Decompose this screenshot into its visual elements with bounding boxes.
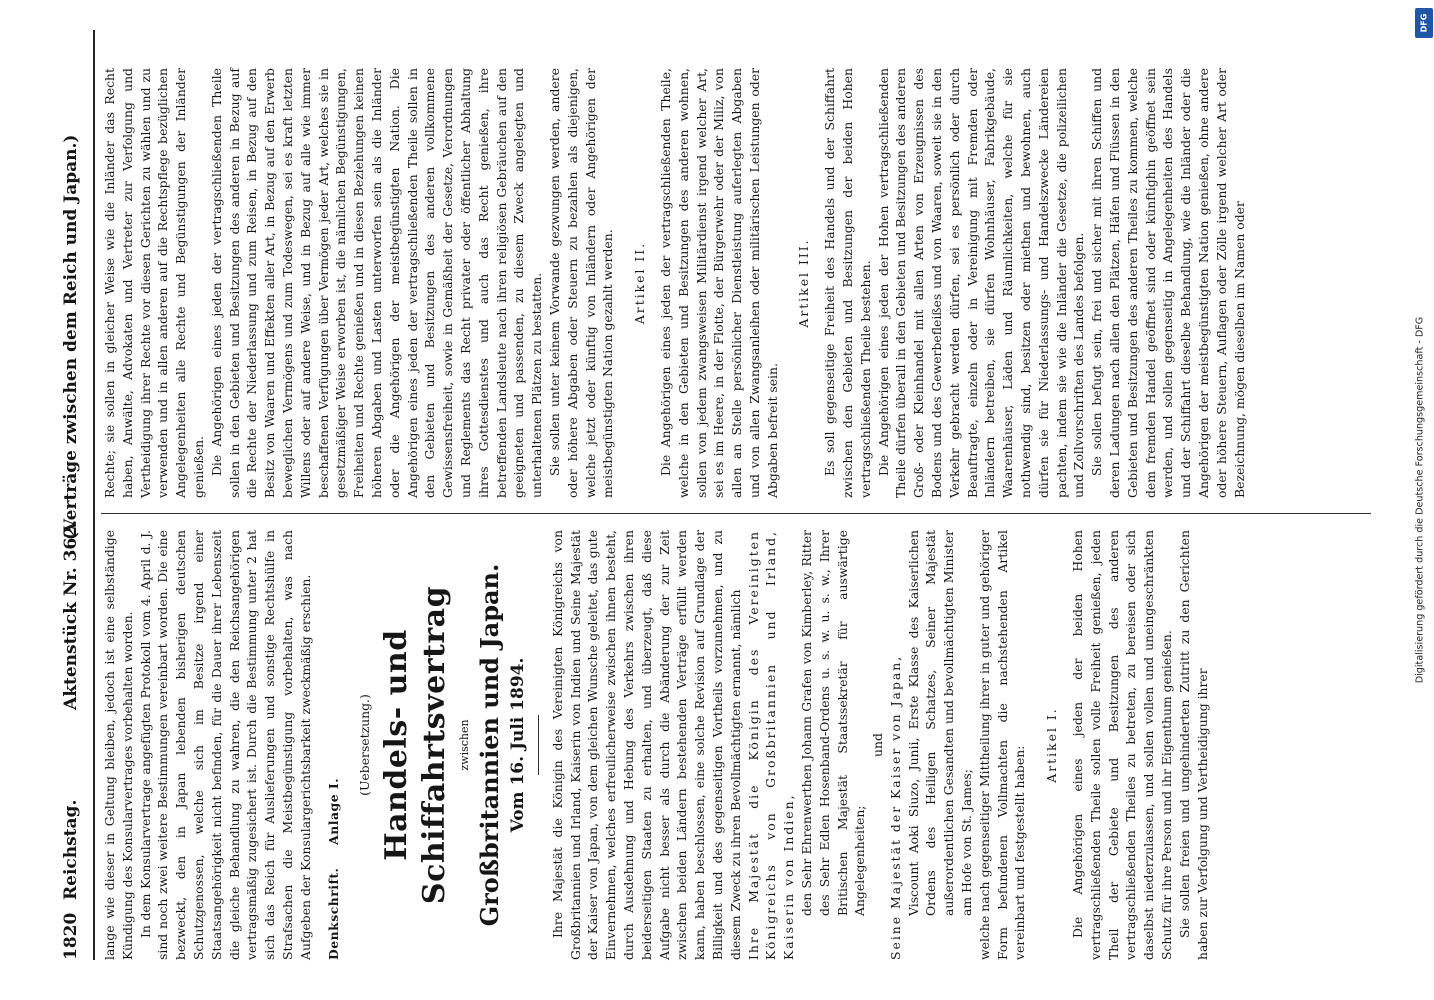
document-page: [57, 30, 1377, 960]
memo-label-row: [325, 530, 343, 960]
article-2-text: Die Angehörigen eines jeden der vertragschließenden Theile, welche in den Gebieten und Besitzungen des anderen wohnen, sollen von jedem zwangsweisen Militärdienst irgend welcher Art, sei es im Heere, in der Flotte, der Bürgerwehr oder der Miliz, von allen an Stelle persönlicher Dienstleistung auferlegten Abgaben und von allen Zwangsanleihen oder militärischen Leistungen oder Abgaben befreit sein.: [657, 68, 780, 498]
treaty-title: Handels- und Schiffahrtsvertrag: [379, 585, 453, 905]
article-3-heading: Artikel III.: [796, 238, 812, 328]
treaty-date: Vom 16. Juli 1894.: [507, 657, 528, 833]
memo-label: Denkschrift.: [325, 867, 341, 960]
treaty-parties: Großbritannien und Japan.: [474, 563, 504, 927]
header-rule: [93, 30, 95, 960]
header-subject: (Verträge zwischen dem Reich und Japan.): [61, 134, 81, 540]
article-3-text-3: Sie sollen befugt sein, frei und sicher mit ihren Schiffen und deren Ladungen nach allen den Plätzen, Häfen und Flüssen in den Gebieten und Besitzungen des anderen Theiles zu kommen, welche dem fremden Handel geöffnet sind oder künftighin geöffnet sein werden, und sollen gegenseitig in Angelegenheiten des Handels und der Schiffahrt dieselbe Behandlung, wie die Inländer oder die Angehörigen der meistbegünstigten Nation genießen, ohne andere oder höhere Steuern, Auflagen oder Zölle irgend welcher Art oder Bezeichnung, mögen dieselben im Namen oder: [1089, 68, 1247, 498]
column-divider: [101, 513, 1371, 514]
and-line: und: [870, 733, 886, 757]
dfg-logo-text: DFG: [1419, 13, 1429, 33]
preamble-paragraph: Ihre Majestät die Königin des Vereinigten Königreichs von Großbritannien und Irland, Kaiserin von Indien und Seine Majestät der Kaiser von Japan, von dem gleichen Wunsche geleitet, das gute Einvernehmen, welches erfreulicherweise zwischen ihnen besteht, durch Ausdehnung und Hebung des Verkehrs zwischen ihren beiderseitigen Staaten zu erhalten, und überzeugt, daß diese Aufgabe nicht besser als durch die Abänderung der zur Zeit zwischen beiden Ländern bestehenden Verträge erfüllt werden kann, haben beschlossen, eine solche Revision auf Grundlage der Billigkeit und des gegenseitigen Vortheils vorzunehmen, und zu diesem Zweck zu ihren Bevollmächtigten ernannt, nämlich: [549, 530, 743, 960]
article-1-text: Die Angehörigen eines jeden der beiden Hohen vertragschließenden Theile sollen volle Freiheit genießen, jeden Theil der Gebiete und Besitzungen des anderen vertragschließenden Theiles zu betreten, zu bereisen oder sich daselbst niederzulassen, und sollen vollen und uneingeschränkten Schutz für ihre Person und ihr Eigenthum genießen.: [1070, 530, 1175, 960]
digitization-note: Digitalisierung gefördert durch die Deutsche Forschungsgemeinschaft - DFG: [1414, 316, 1426, 684]
treaty-between: zwischen: [458, 719, 472, 771]
article-1-heading: Artikel I.: [1044, 707, 1060, 783]
article-1-text-continued: Sie sollen freien und ungehinderten Zutritt zu den Gerichten haben zur Verfolgung und Vertheidigung ihrer: [1176, 530, 1210, 960]
page-number: 1820: [61, 912, 81, 960]
protocol-paragraph: In dem Konsularvertrage angefügten Protokoll vom 4. April d. J. sind noch zwei weitere Bestimmungen vereinbart worden. Die eine bezweckt, den in Japan lebenden bisherigen deutschen Schutzgenossen, welche sich im Besitze irgend einer Staatsangehörigkeit nicht befinden, für die Dauer ihrer Lebenszeit die gleiche Behandlung zu wahren, die den Reichsangehörigen vertragsmäßig zugesichert ist. Durch die Bestimmung unter 2 hat sich das Reich für Auslieferungen und sonstige Rechtshülfe in Strafsachen die Meistbegünstigung vorbehalten, was nach Aufgeben der Konsulargerichtsbarkeit zweckmäßig erschien.: [137, 530, 313, 960]
title-rule: [538, 715, 539, 775]
running-header: [57, 30, 91, 960]
british-plenipotentiary: den Sehr Ehrenwerthen Johann Grafen von Kimberley, Ritter des Sehr Edlen Hosenband-Ordens u. s. w. u. s. w., Ihrer Britischen Majestät Staatssekretär für auswärtige Angelegenheiten;: [798, 530, 868, 916]
rights-paragraph: Rechte; sie sollen in gleicher Weise wie die Inländer das Recht haben, Anwälte, Advokaten und Vertreter zur Verfolgung und Vertheidigung ihrer Rechte vor diesen Gerichten zu wählen und zu verwenden und in allen anderen auf die Rechtspflege bezüglichen Angelegenheiten alle Rechte und Begünstigungen der Inländer genießen.: [102, 68, 206, 498]
article-3-text: Es soll gegenseitige Freiheit des Handels und der Schiffahrt zwischen den Gebieten und Besitzungen der beiden Hohen vertragschließenden Theile bestehen.: [822, 68, 873, 498]
preamble-closing: welche nach gegenseitiger Mittheilung ihrer in guter und gehöriger Form befundenen Vollmachten die nachstehenden Artikel vereinbart und festgestellt haben:: [976, 530, 1028, 960]
dfg-logo: [1415, 8, 1433, 38]
annex-label: Anlage I.: [325, 777, 341, 845]
article-3-text-2: Die Angehörigen eines jeden der Hohen vertragschließenden Theile dürfen überall in den Gebieten und Besitzungen des anderen Groß- oder Kleinhandel mit allen Arten von Erzeugnissen des Bodens und des Gewerbefleißes und von Waaren, soweit sie in den Verkehr gebracht werden dürfen, sei es persönlich oder durch Beauftragte, einzeln oder in Vereinigung mit Fremden oder Inländern betreiben, sie dürfen Wohnhäuser, Fabrikgebäude, Waarenhäuser, Läden und Räumlichkeiten, welche für sie nothwendig sind, besitzen oder miethen und bewohnen, auch dürfen sie für Niederlassungs- und Handelszwecke Ländereien pachten, indem sie wie die Inländer die Gesetze, die polizeilichen und Zollvorschriften des Landes befolgen.: [875, 68, 1087, 498]
document-number: Aktenstück Nr. 362.: [61, 519, 81, 710]
queen-line: Ihre Majestät die Königin des Vereinigten Königreichs von Großbritannien und Irland, Kaiserin von Indien,: [745, 530, 797, 960]
left-column: [101, 530, 1211, 960]
japanese-plenipotentiary: Viscount Aoki Siuzo, Junii, Erste Klasse des Kaiserlichen Ordens des Heiligen Schatzes, Seiner Majestät außerordentlichen Gesandten und bevollmächtigten Minister am Hofe von St. James;: [905, 530, 975, 916]
header-title: Reichstag.: [61, 799, 81, 900]
settlement-paragraph: Die Angehörigen eines jeden der vertragschließenden Theile sollen in den Gebieten und Besitzungen des anderen in Bezug auf die Rechte der Niederlassung und zum Reisen, in Bezug auf den Besitz von Waaren und Effekten aller Art, in Bezug auf den Erwerb beweglichen Vermögens und zum Todeswegen, sei es kraft letzten Willens oder auf andere Weise, und in Bezug auf alle wie immer beschaffenen Verfügungen über Vermögen jeder Art, welches sie in gesetzmäßiger Weise erworben ist, die nämlichen Begünstigungen, Freiheiten und Rechte genießen und in diesen Beziehungen keinen höheren Abgaben und Lasten unterworfen sein als die Inländer oder die Angehörigen der meistbegünstigten Nation. Die Angehörigen eines jeden der vertragschließenden Theile sollen in den Gebieten und Besitzungen des anderen vollkommene Gewissensfreiheit, sowie in Gemäßheit der Gesetze, Verordnungen und Reglements das Recht privater oder öffentlicher Abhaltung ihres Gottesdienstes und auch das Recht genießen, ihre betreffenden Landsleute nach ihren religiösen Gebräuchen auf den geeigneten und passenden, zu diesem Zweck angelegten und unterhaltenen Plätzen zu bestatten.: [208, 68, 545, 498]
intro-paragraph: lange wie dieser in Geltung bleiben, jedoch ist eine selbständige Kündigung des Konsularvertrages vorbehalten worden.: [102, 530, 135, 960]
taxes-paragraph: Sie sollen unter keinem Vorwande gezwungen werden, andere oder höhere Abgaben oder Steuern zu bezahlen als diejenigen, welche jetzt oder künftig von Inländern oder Angehörigen der meistbegünstigten Nation gezahlt werden.: [546, 68, 616, 498]
translation-note: (Uebersetzung.): [357, 694, 373, 796]
emperor-line: Seine Majestät der Kaiser von Japan,: [887, 654, 903, 960]
right-column: [101, 68, 1248, 498]
article-2-heading: Artikel II.: [632, 241, 648, 325]
